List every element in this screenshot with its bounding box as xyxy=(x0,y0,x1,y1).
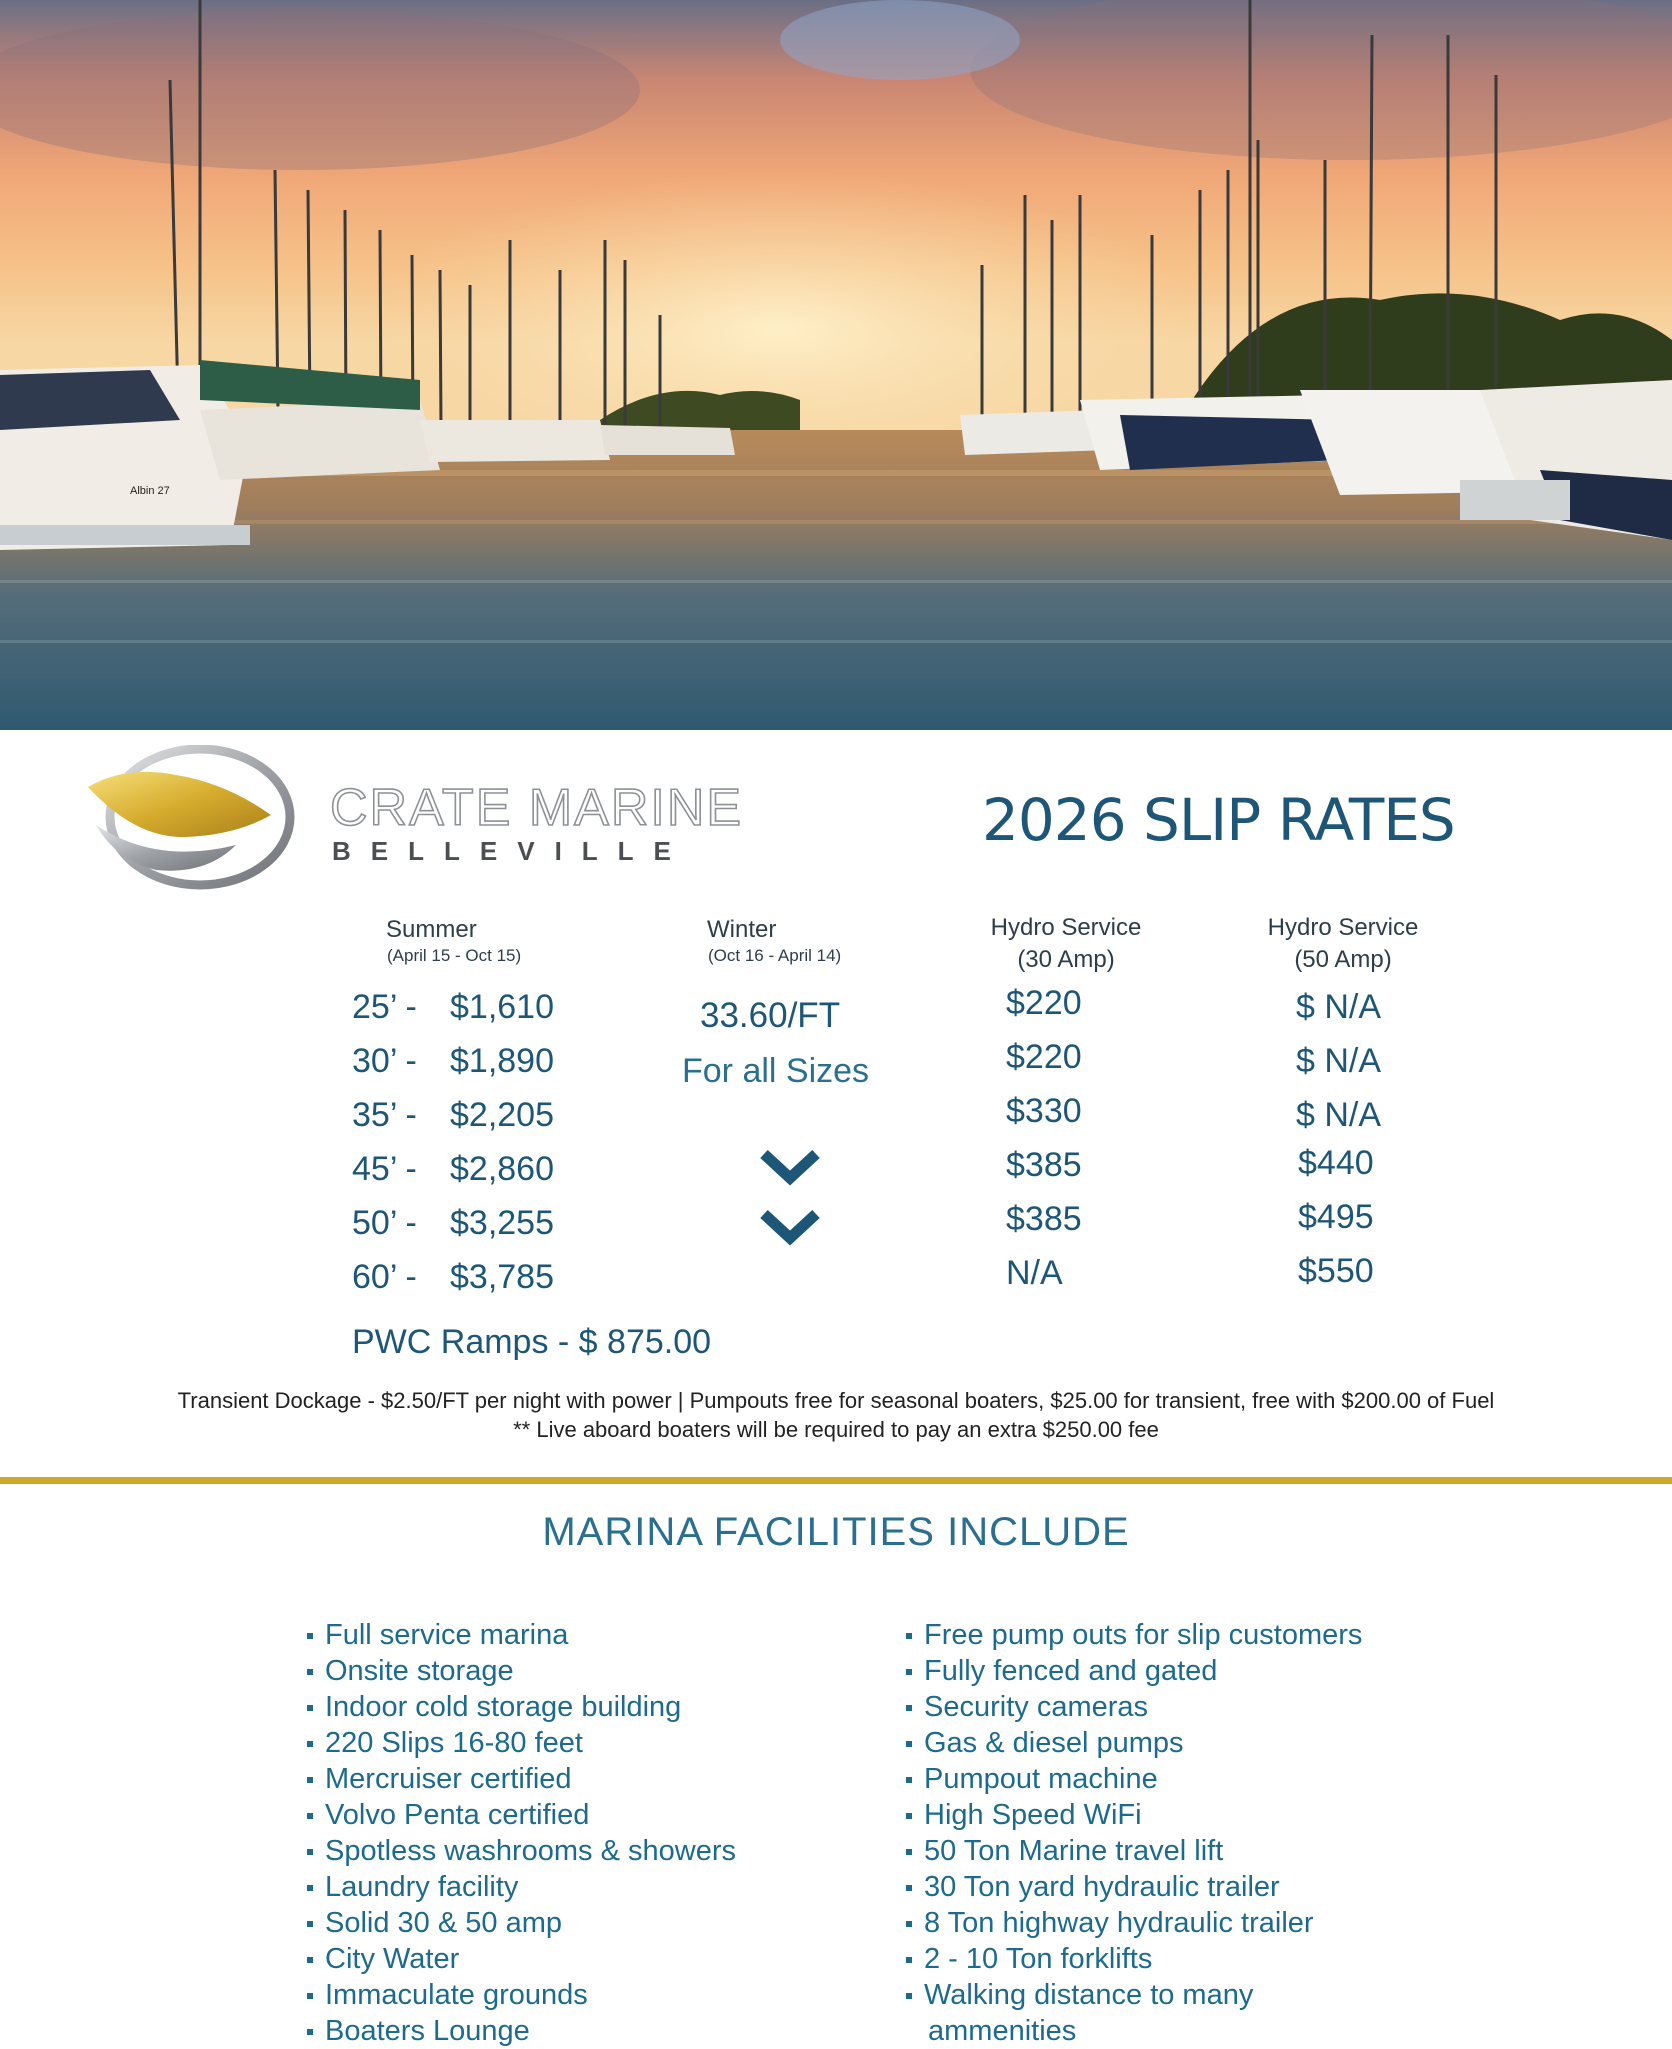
bullet-icon xyxy=(906,1777,912,1783)
bullet-icon xyxy=(307,1921,313,1927)
bullet-icon xyxy=(307,1633,313,1639)
bullet-icon xyxy=(906,1921,912,1927)
hydro-50-header xyxy=(1243,912,1443,976)
facilities-list-left xyxy=(307,1617,736,2049)
list-item: Boaters Lounge xyxy=(307,2013,736,2049)
list-item: Immaculate grounds xyxy=(307,1977,736,2013)
bullet-icon xyxy=(906,1705,912,1711)
hydro-30-rate: $220 xyxy=(1006,984,1082,1022)
list-item: High Speed WiFi xyxy=(906,1797,1362,1833)
bullet-icon xyxy=(307,1669,313,1675)
list-item: Laundry facility xyxy=(307,1869,736,1905)
bullet-icon xyxy=(307,1741,313,1747)
list-item: 50 Ton Marine travel lift xyxy=(906,1833,1362,1869)
bullet-icon xyxy=(307,1993,313,1999)
slip-length: 30’ - xyxy=(352,1042,417,1080)
winter-dates: (Oct 16 - April 14) xyxy=(708,946,842,965)
winter-note: For all Sizes xyxy=(682,1052,870,1090)
facilities-list-right xyxy=(906,1617,1362,2049)
bullet-icon xyxy=(906,1849,912,1855)
bullet-icon xyxy=(307,1957,313,1963)
bullet-icon xyxy=(906,1813,912,1819)
summer-header: Summer xyxy=(386,916,477,943)
divider xyxy=(0,1477,1672,1484)
hydro-50-rate: $ N/A xyxy=(1296,1096,1382,1134)
list-item: Fully fenced and gated xyxy=(906,1653,1362,1689)
hydro-50-rate: $ N/A xyxy=(1296,988,1382,1026)
bullet-icon xyxy=(307,1705,313,1711)
bullet-icon xyxy=(307,1777,313,1783)
bullet-icon xyxy=(307,1813,313,1819)
list-item: Gas & diesel pumps xyxy=(906,1725,1362,1761)
hydro-50-rate: $495 xyxy=(1298,1198,1374,1236)
liveaboard-note: ** Live aboard boaters will be required to pay an extra $250.00 fee xyxy=(513,1417,1159,1442)
hydro-30-rate: $385 xyxy=(1006,1146,1082,1184)
bullet-icon xyxy=(307,1849,313,1855)
bullet-icon xyxy=(906,1741,912,1747)
chevron-down-icon xyxy=(760,1148,820,1188)
slip-length: 60’ - xyxy=(352,1258,417,1296)
list-item: 2 - 10 Ton forklifts xyxy=(906,1941,1362,1977)
hydro-50-rate: $ N/A xyxy=(1296,1042,1382,1080)
list-item: Spotless washrooms & showers xyxy=(307,1833,736,1869)
summer-rate: $2,860 xyxy=(450,1150,554,1188)
slip-length: 50’ - xyxy=(352,1204,417,1242)
list-item: Security cameras xyxy=(906,1689,1362,1725)
pwc-ramps-rate: PWC Ramps - $ 875.00 xyxy=(352,1323,712,1361)
list-item: Mercruiser certified xyxy=(307,1761,736,1797)
slip-length: 45’ - xyxy=(352,1150,417,1188)
list-item: 220 Slips 16-80 feet xyxy=(307,1725,736,1761)
list-item: 8 Ton highway hydraulic trailer xyxy=(906,1905,1362,1941)
summer-rate: $1,890 xyxy=(450,1042,554,1080)
list-item: Onsite storage xyxy=(307,1653,736,1689)
hydro-30-label: Hydro Service xyxy=(990,914,1142,941)
summer-dates: (April 15 - Oct 15) xyxy=(387,946,522,965)
hydro-50-sub: (50 Amp) xyxy=(1294,946,1392,973)
bullet-icon xyxy=(307,1885,313,1891)
bullet-icon xyxy=(906,1669,912,1675)
bullet-icon xyxy=(906,1885,912,1891)
list-item: Solid 30 & 50 amp xyxy=(307,1905,736,1941)
list-item: Free pump outs for slip customers xyxy=(906,1617,1362,1653)
facilities-title: MARINA FACILITIES INCLUDE xyxy=(542,1510,1130,1554)
winter-rate: 33.60/FT xyxy=(700,996,841,1035)
brand-name: CRATE MARINE xyxy=(330,779,744,837)
list-item-continuation: ammenities xyxy=(928,2015,1077,2047)
hydro-50-rate: $440 xyxy=(1298,1144,1374,1182)
summer-rate: $3,785 xyxy=(450,1258,554,1296)
brand-city: BELLEVILLE xyxy=(332,836,691,866)
list-item: Walking distance to many xyxy=(906,1977,1362,2013)
hydro-50-label: Hydro Service xyxy=(1267,914,1419,941)
list-item: Full service marina xyxy=(307,1617,736,1653)
hydro-50-rate: $550 xyxy=(1298,1252,1374,1290)
slip-length: 35’ - xyxy=(352,1096,417,1134)
list-item: 30 Ton yard hydraulic trailer xyxy=(906,1869,1362,1905)
summer-rate: $2,205 xyxy=(450,1096,554,1134)
hydro-30-rate: $385 xyxy=(1006,1200,1082,1238)
page-title: 2026 SLIP RATES xyxy=(982,786,1455,854)
list-item: City Water xyxy=(307,1941,736,1977)
transient-note: Transient Dockage - $2.50/FT per night with power | Pumpouts free for seasonal boaters, $25.00 for transient, free with $200.00 of Fuel xyxy=(177,1388,1495,1413)
slip-length: 25’ - xyxy=(352,988,417,1026)
bullet-icon xyxy=(906,1993,912,1999)
crate-marine-logo-icon xyxy=(86,745,298,895)
list-item: Pumpout machine xyxy=(906,1761,1362,1797)
summer-rate: $1,610 xyxy=(450,988,554,1026)
bullet-icon xyxy=(906,1633,912,1639)
bullet-icon xyxy=(307,2029,313,2035)
bullet-icon xyxy=(906,1957,912,1963)
list-item: Volvo Penta certified xyxy=(307,1797,736,1833)
hydro-30-rate: $220 xyxy=(1006,1038,1082,1076)
marina-hero-photo xyxy=(0,0,1672,730)
hydro-30-sub: (30 Amp) xyxy=(1017,946,1115,973)
chevron-down-icon xyxy=(760,1208,820,1248)
hydro-30-header xyxy=(966,912,1166,976)
boat-name-label: Albin 27 xyxy=(130,485,170,497)
summer-rate: $3,255 xyxy=(450,1204,554,1242)
hydro-30-rate: $330 xyxy=(1006,1092,1082,1130)
winter-header: Winter xyxy=(707,916,777,943)
list-item: Indoor cold storage building xyxy=(307,1689,736,1725)
hydro-30-rate: N/A xyxy=(1006,1254,1063,1292)
